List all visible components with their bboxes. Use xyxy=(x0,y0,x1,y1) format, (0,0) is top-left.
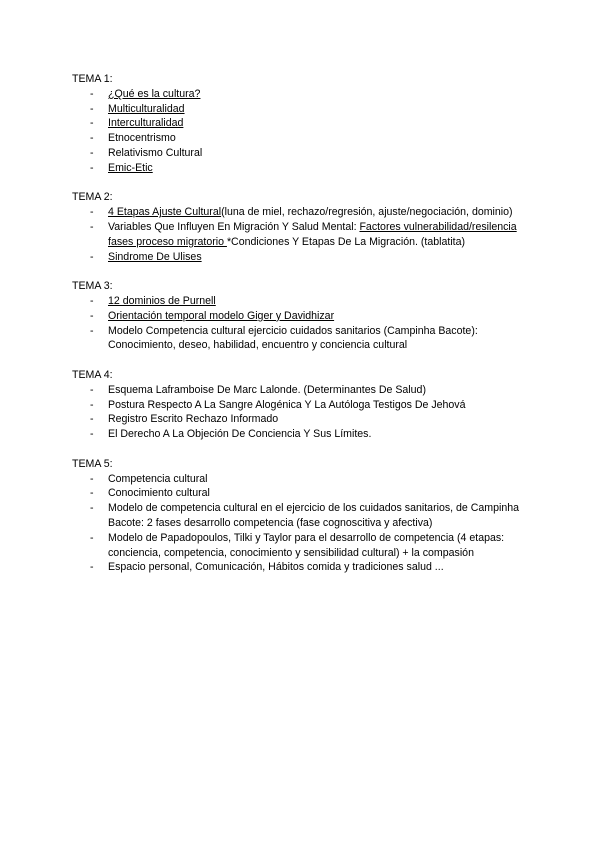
link-text[interactable]: Emic-Etic xyxy=(108,161,153,174)
list-item xyxy=(72,205,532,220)
tema-5-section xyxy=(72,457,532,575)
link-text[interactable]: Interculturalidad xyxy=(108,117,184,130)
list-item xyxy=(72,161,532,176)
tema-4-section xyxy=(72,368,532,442)
list-item xyxy=(72,398,532,413)
tema-5-title: TEMA 5: xyxy=(72,457,113,470)
bullet-dash: - xyxy=(90,531,94,544)
list-item xyxy=(72,87,532,102)
tema-3-section xyxy=(72,279,532,353)
list-item xyxy=(72,486,532,501)
item-text: Modelo de Papadopoulos, Tilki y Taylor para el desarrollo de competencia (4 etapas: conciencia, competencia, conocimiento y sensibilidad cultural) + la compasión xyxy=(108,531,505,559)
link-text[interactable]: 12 dominios de Purnell xyxy=(108,294,216,307)
list-item xyxy=(72,250,532,265)
tema-1-list xyxy=(72,87,532,176)
bullet-dash: - xyxy=(90,561,94,574)
list-item xyxy=(72,531,532,561)
item-text: (luna de miel, rechazo/regresión, ajuste/negociación, dominio) xyxy=(221,206,513,219)
bullet-dash: - xyxy=(90,87,94,100)
tema-2-title: TEMA 2: xyxy=(72,191,113,204)
list-item xyxy=(72,501,532,531)
bullet-dash: - xyxy=(90,383,94,396)
item-text: *Condiciones Y Etapas De La Migración. (tablatita) xyxy=(226,235,466,248)
item-text: Variables Que Influyen En Migración Y Salud Mental: xyxy=(108,220,360,233)
list-item xyxy=(72,116,532,131)
link-text[interactable]: Factores vulnerabilidad/resilencia fases proceso migratorio xyxy=(108,220,517,248)
list-item xyxy=(72,294,532,309)
item-text: Registro Escrito Rechazo Informado xyxy=(108,413,279,426)
item-text: Modelo de competencia cultural en el ejercicio de los cuidados sanitarios, de Campinha Bacote: 2 fases desarrollo competencia (fase cognoscitiva y afectiva) xyxy=(108,502,520,529)
list-item xyxy=(72,220,532,250)
tema-4-list xyxy=(72,383,532,442)
list-item xyxy=(72,427,532,442)
bullet-dash: - xyxy=(90,146,94,159)
bullet-dash: - xyxy=(90,502,94,515)
link-text[interactable]: ¿Qué es la cultura? xyxy=(108,87,201,100)
list-item xyxy=(72,102,532,117)
link-text[interactable]: Sindrome De Ulises xyxy=(108,250,202,263)
item-text: Espacio personal, Comunicación, Hábitos comida y tradiciones salud ... xyxy=(108,561,444,574)
bullet-dash: - xyxy=(90,220,94,233)
item-text: Esquema Laframboise De Marc Lalonde. (Determinantes De Salud) xyxy=(108,383,426,396)
list-item xyxy=(72,146,532,161)
bullet-dash: - xyxy=(90,132,94,145)
item-text: El Derecho A La Objeción De Conciencia Y Sus Límites. xyxy=(108,428,372,441)
item-text: Conocimiento cultural xyxy=(108,487,210,500)
item-text: Modelo Competencia cultural ejercicio cuidados sanitarios (Campinha Bacote): Conocimiento, deseo, habilidad, encuentro y conciencia cultural xyxy=(108,324,478,352)
bullet-dash: - xyxy=(90,250,94,263)
tema-1-title: TEMA 1: xyxy=(72,73,113,85)
link-text[interactable]: 4 Etapas Ajuste Cultural xyxy=(108,206,222,219)
list-item xyxy=(72,472,532,487)
bullet-dash: - xyxy=(90,309,94,322)
bullet-dash: - xyxy=(90,294,94,307)
item-text: Competencia cultural xyxy=(108,472,208,485)
link-text[interactable]: Orientación temporal modelo Giger y Davidhizar xyxy=(108,309,335,322)
tema-2-list xyxy=(72,205,532,264)
bullet-dash: - xyxy=(90,487,94,500)
bullet-dash: - xyxy=(90,102,94,115)
list-item xyxy=(72,560,532,575)
bullet-dash: - xyxy=(90,117,94,130)
list-item xyxy=(72,383,532,398)
tema-5-list xyxy=(72,472,532,576)
list-item xyxy=(72,131,532,146)
bullet-dash: - xyxy=(90,324,94,337)
item-text: Postura Respecto A La Sangre Alogénica Y La Autóloga Testigos De Jehová xyxy=(108,398,466,411)
bullet-dash: - xyxy=(90,398,94,411)
link-text[interactable]: Multiculturalidad xyxy=(108,102,185,115)
tema-4-title: TEMA 4: xyxy=(72,368,113,381)
item-text: Relativismo Cultural xyxy=(108,146,203,159)
tema-1-section xyxy=(72,72,532,176)
bullet-dash: - xyxy=(90,413,94,426)
item-text: Etnocentrismo xyxy=(108,132,176,145)
bullet-dash: - xyxy=(90,161,94,174)
tema-3-list xyxy=(72,294,532,353)
list-item xyxy=(72,309,532,324)
list-item xyxy=(72,324,532,354)
document-page xyxy=(72,72,532,590)
tema-3-title: TEMA 3: xyxy=(72,280,113,293)
bullet-dash: - xyxy=(90,428,94,441)
bullet-dash: - xyxy=(90,472,94,485)
bullet-dash: - xyxy=(90,206,94,219)
list-item xyxy=(72,412,532,427)
tema-2-section xyxy=(72,190,532,264)
